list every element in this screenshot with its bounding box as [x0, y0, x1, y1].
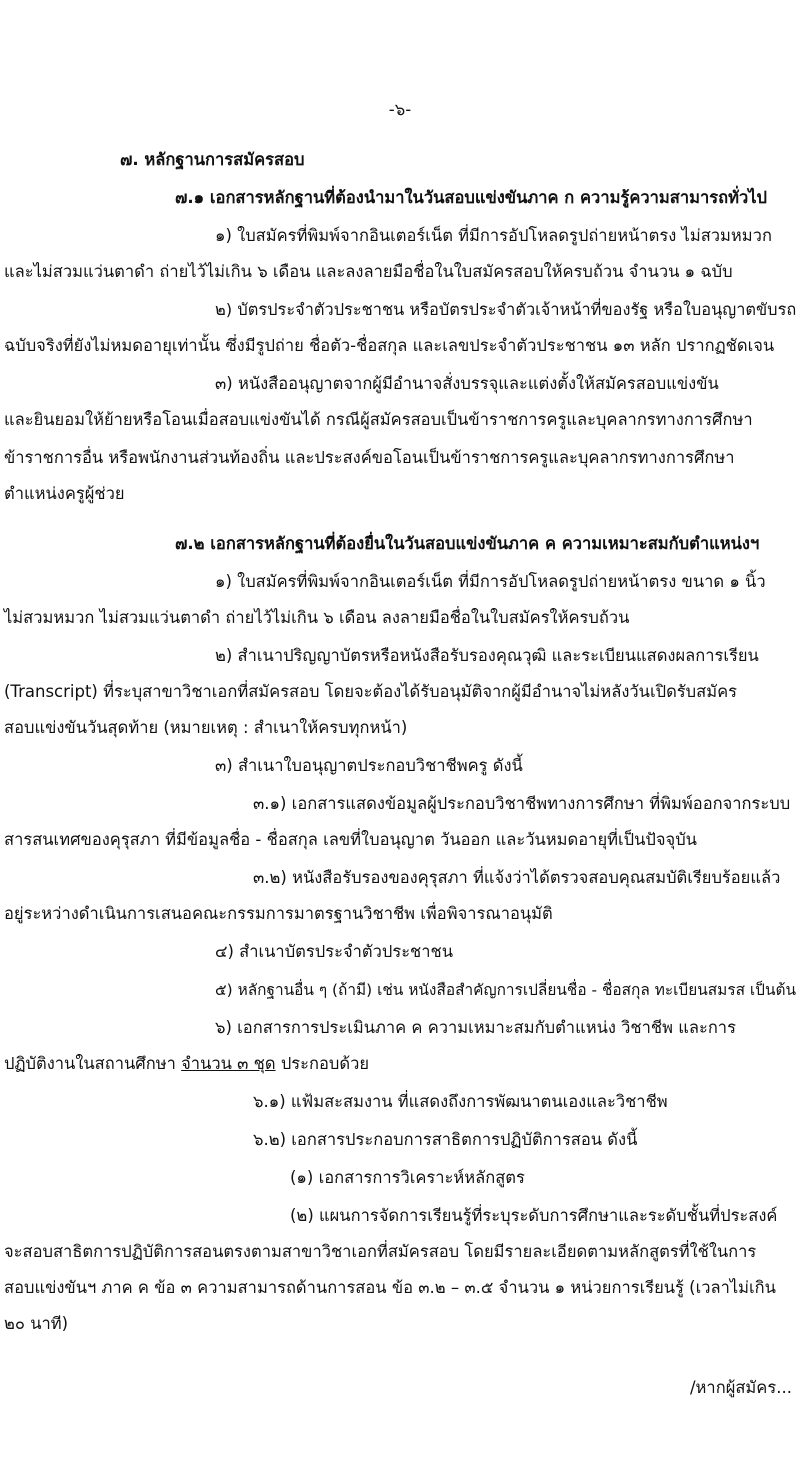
s72-item6-line1: ๖) เอกสารการประเมินภาค ค ความเหมาะสมกับตำแหน่ง วิชาชีพ และการ [215, 1018, 736, 1037]
s71-item3-line1: ๓) หนังสืออนุญาตจากผู้มีอำนาจสั่งบรรจุและแต่งตั้งให้สมัครสอบแข่งขัน [215, 374, 719, 393]
s72-item6-line2-post: ประกอบด้วย [275, 1054, 370, 1073]
s72-item6-2-2-line2: จะสอบสาธิตการปฏิบัติการสอนตรงตามสาขาวิชาเอกที่สมัครสอบ โดยมีรายละเอียดตามหลักสูตรที่ใช้ในการ [4, 1242, 757, 1261]
s72-item2-line2: (Transcript) ที่ระบุสาขาวิชาเอกที่สมัครสอบ โดยจะต้องได้รับอนุมัติจากผู้มีอำนาจไม่หลังวันเปิดรับสมัคร [4, 682, 737, 701]
s71-item2-line2: ฉบับจริงที่ยังไม่หมดอายุเท่านั้น ซึ่งมีรูปถ่าย ชื่อตัว-ชื่อสกุล และเลขประจำตัวประชาชน ๑๓ หลัก ปรากฏชัดเจน [4, 336, 775, 355]
continuation-note: /หากผู้สมัคร... [690, 1378, 792, 1397]
s71-item3-line2: และยินยอมให้ย้ายหรือโอนเมื่อสอบแข่งขันได้ กรณีผู้สมัครสอบเป็นข้าราชการครูและบุคลากรทางการศึกษา [4, 410, 753, 429]
s72-item3-1-line2: สารสนเทศของคุรุสภา ที่มีข้อมูลชื่อ - ชื่อสกุล เลขที่ใบอนุญาต วันออก และวันหมดอายุที่เป็นปัจจุบัน [4, 830, 697, 849]
s72-item6-1: ๖.๑) แฟ้มสะสมงาน ที่แสดงถึงการพัฒนาตนเองและวิชาชีพ [253, 1092, 668, 1111]
s72-item6-copies-underlined: จำนวน ๓ ชุด [181, 1054, 276, 1073]
s72-item2-line1: ๒) สำเนาปริญญาบัตรหรือหนังสือรับรองคุณวุฒิ และระเบียนแสดงผลการเรียน [215, 646, 759, 665]
s71-item3-line4: ตำแหน่งครูผู้ช่วย [4, 484, 125, 503]
s72-item6-line2 [4, 1052, 369, 1076]
s72-item3-2-line1: ๓.๒) หนังสือรับรองของคุรุสภา ที่แจ้งว่าได้ตรวจสอบคุณสมบัติเรียบร้อยแล้ว [253, 868, 781, 887]
s72-item6-line2-pre: ปฏิบัติงานในสถานศึกษา [4, 1054, 182, 1073]
section-7-1-heading: ๗.๑ เอกสารหลักฐานที่ต้องนำมาในวันสอบแข่งขันภาค ก ความรู้ความสามารถทั่วไป [175, 188, 768, 207]
section-7-heading: ๗. หลักฐานการสมัครสอบ [120, 150, 305, 169]
s72-item1-line1: ๑) ใบสมัครที่พิมพ์จากอินเตอร์เน็ต ที่มีการอัปโหลดรูปถ่ายหน้าตรง ขนาด ๑ นิ้ว [215, 572, 766, 591]
s72-item3-2-line2: อยู่ระหว่างดำเนินการเสนอคณะกรรมการมาตรฐานวิชาชีพ เพื่อพิจารณาอนุมัติ [4, 904, 553, 923]
s71-item3-line3: ข้าราชการอื่น หรือพนักงานส่วนท้องถิ่น และประสงค์ขอโอนเป็นข้าราชการครูและบุคลากรทางการศึกษา [4, 448, 735, 467]
s72-item6-2: ๖.๒) เอกสารประกอบการสาธิตการปฏิบัติการสอน ดังนี้ [253, 1130, 638, 1149]
s71-item2-line1: ๒) บัตรประจำตัวประชาชน หรือบัตรประจำตัวเจ้าหน้าที่ของรัฐ หรือใบอนุญาตขับรถ [215, 300, 797, 319]
s72-item6-2-2-line4: ๒๐ นาที) [4, 1314, 69, 1333]
s71-item1-line2: และไม่สวมแว่นตาดำ ถ่ายไว้ไม่เกิน ๖ เดือน และลงลายมือชื่อในใบสมัครสอบให้ครบถ้วน จำนวน ๑ ฉบับ [4, 262, 733, 281]
s72-item4: ๔) สำเนาบัตรประจำตัวประชาชน [215, 942, 453, 961]
s72-item6-2-2-line3: สอบแข่งขันฯ ภาค ค ข้อ ๓ ความสามารถด้านการสอน ข้อ ๓.๒ – ๓.๕ จำนวน ๑ หน่วยการเรียนรู้ (เวลาไม่เกิน [4, 1278, 776, 1297]
s72-item6-2-2-line1: (๒) แผนการจัดการเรียนรู้ที่ระบุระดับการศึกษาและระดับชั้นที่ประสงค์ [290, 1206, 778, 1225]
s71-item1-line1: ๑) ใบสมัครที่พิมพ์จากอินเตอร์เน็ต ที่มีการอัปโหลดรูปถ่ายหน้าตรง ไม่สวมหมวก [215, 226, 772, 245]
s72-item3: ๓) สำเนาใบอนุญาตประกอบวิชาชีพครู ดังนี้ [215, 756, 523, 775]
s72-item3-1-line1: ๓.๑) เอกสารแสดงข้อมูลผู้ประกอบวิชาชีพทางการศึกษา ที่พิมพ์ออกจากระบบ [253, 794, 791, 813]
s72-item6-2-1: (๑) เอกสารการวิเคราะห์หลักสูตร [290, 1168, 525, 1187]
s72-item5: ๕) หลักฐานอื่น ๆ (ถ้ามี) เช่น หนังสือสำคัญการเปลี่ยนชื่อ - ชื่อสกุล ทะเบียนสมรส เป็นต้น [215, 981, 797, 999]
section-7-2-heading: ๗.๒ เอกสารหลักฐานที่ต้องยื่นในวันสอบแข่งขันภาค ค ความเหมาะสมกับตำแหน่งฯ [175, 534, 760, 553]
page-number: -๖- [388, 100, 412, 119]
s72-item1-line2: ไม่สวมหมวก ไม่สวมแว่นตาดำ ถ่ายไว้ไม่เกิน ๖ เดือน ลงลายมือชื่อในใบสมัครให้ครบถ้วน [4, 608, 630, 627]
s72-item2-line3: สอบแข่งขันวันสุดท้าย (หมายเหตุ : สำเนาให้ครบทุกหน้า) [4, 718, 408, 737]
